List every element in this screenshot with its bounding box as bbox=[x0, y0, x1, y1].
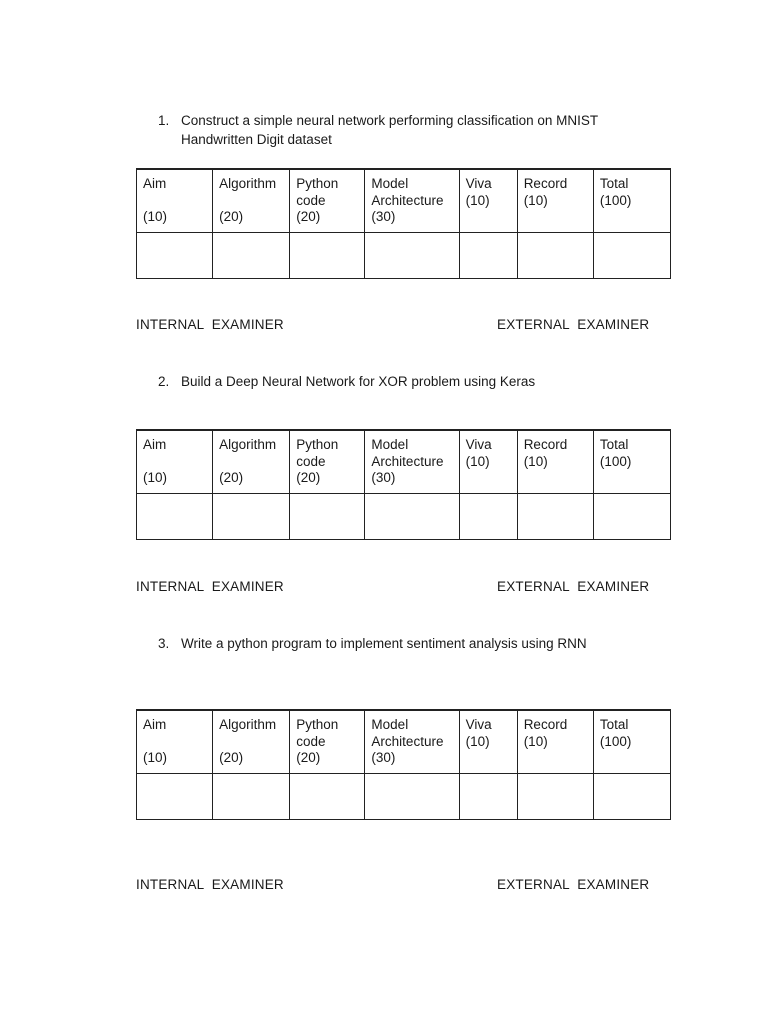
marks-entry-row bbox=[137, 774, 671, 820]
marks-cell-record[interactable] bbox=[517, 494, 593, 540]
marks-cell-python-code[interactable] bbox=[290, 494, 365, 540]
marks-cell-viva[interactable] bbox=[459, 494, 517, 540]
question-2 bbox=[158, 372, 628, 391]
marks-cell-aim[interactable] bbox=[137, 233, 213, 279]
header-record: Record (10) bbox=[517, 169, 593, 233]
question-text-line: Build a Deep Neural Network for XOR problem using Keras bbox=[181, 374, 536, 389]
table-header-row bbox=[137, 710, 671, 774]
header-python-code: Python code (20) bbox=[290, 710, 365, 774]
external-examiner-label: EXTERNAL EXAMINER bbox=[497, 317, 650, 332]
header-viva: Viva (10) bbox=[459, 430, 517, 494]
question-number: 3. bbox=[158, 636, 170, 651]
marks-cell-python-code[interactable] bbox=[290, 233, 365, 279]
header-record: Record (10) bbox=[517, 710, 593, 774]
header-model-architecture: Model Architecture (30) bbox=[365, 430, 459, 494]
marks-cell-aim[interactable] bbox=[137, 774, 213, 820]
header-viva: Viva (10) bbox=[459, 710, 517, 774]
marks-cell-total[interactable] bbox=[593, 233, 670, 279]
question-text-line: Construct a simple neural network performing classification on MNIST bbox=[181, 113, 599, 128]
marks-cell-record[interactable] bbox=[517, 774, 593, 820]
header-total: Total (100) bbox=[593, 169, 670, 233]
header-aim: Aim (10) bbox=[137, 430, 213, 494]
external-examiner-label: EXTERNAL EXAMINER bbox=[497, 877, 650, 892]
marks-cell-viva[interactable] bbox=[459, 233, 517, 279]
marks-cell-python-code[interactable] bbox=[290, 774, 365, 820]
header-algorithm: Algorithm (20) bbox=[213, 710, 290, 774]
marks-table-3 bbox=[136, 709, 671, 820]
marks-cell-algorithm[interactable] bbox=[213, 233, 290, 279]
internal-examiner-label: INTERNAL EXAMINER bbox=[136, 579, 284, 594]
header-model-architecture: Model Architecture (30) bbox=[365, 710, 459, 774]
header-algorithm: Algorithm (20) bbox=[213, 430, 290, 494]
header-viva: Viva (10) bbox=[459, 169, 517, 233]
question-text-line: Handwritten Digit dataset bbox=[181, 132, 332, 147]
internal-examiner-label: INTERNAL EXAMINER bbox=[136, 877, 284, 892]
internal-examiner-label: INTERNAL EXAMINER bbox=[136, 317, 284, 332]
header-python-code: Python code (20) bbox=[290, 169, 365, 233]
marks-cell-model-architecture[interactable] bbox=[365, 494, 459, 540]
marks-cell-model-architecture[interactable] bbox=[365, 233, 459, 279]
header-record: Record (10) bbox=[517, 430, 593, 494]
header-algorithm: Algorithm (20) bbox=[213, 169, 290, 233]
marks-table-2 bbox=[136, 429, 671, 540]
marks-cell-algorithm[interactable] bbox=[213, 494, 290, 540]
header-aim: Aim (10) bbox=[137, 710, 213, 774]
marks-cell-model-architecture[interactable] bbox=[365, 774, 459, 820]
marks-cell-total[interactable] bbox=[593, 774, 670, 820]
question-1 bbox=[158, 111, 628, 149]
header-python-code: Python code (20) bbox=[290, 430, 365, 494]
marks-cell-record[interactable] bbox=[517, 233, 593, 279]
question-text-line: Write a python program to implement sentiment analysis using RNN bbox=[181, 636, 587, 651]
header-total: Total (100) bbox=[593, 710, 670, 774]
table-header-row bbox=[137, 169, 671, 233]
marks-entry-row bbox=[137, 494, 671, 540]
marks-cell-total[interactable] bbox=[593, 494, 670, 540]
header-total: Total (100) bbox=[593, 430, 670, 494]
external-examiner-label: EXTERNAL EXAMINER bbox=[497, 579, 650, 594]
marks-cell-viva[interactable] bbox=[459, 774, 517, 820]
marks-cell-aim[interactable] bbox=[137, 494, 213, 540]
header-model-architecture: Model Architecture (30) bbox=[365, 169, 459, 233]
marks-entry-row bbox=[137, 233, 671, 279]
question-number: 2. bbox=[158, 374, 170, 389]
table-header-row bbox=[137, 430, 671, 494]
question-number: 1. bbox=[158, 113, 170, 128]
marks-cell-algorithm[interactable] bbox=[213, 774, 290, 820]
marks-table-1 bbox=[136, 168, 671, 279]
question-3 bbox=[158, 634, 628, 653]
header-aim: Aim (10) bbox=[137, 169, 213, 233]
